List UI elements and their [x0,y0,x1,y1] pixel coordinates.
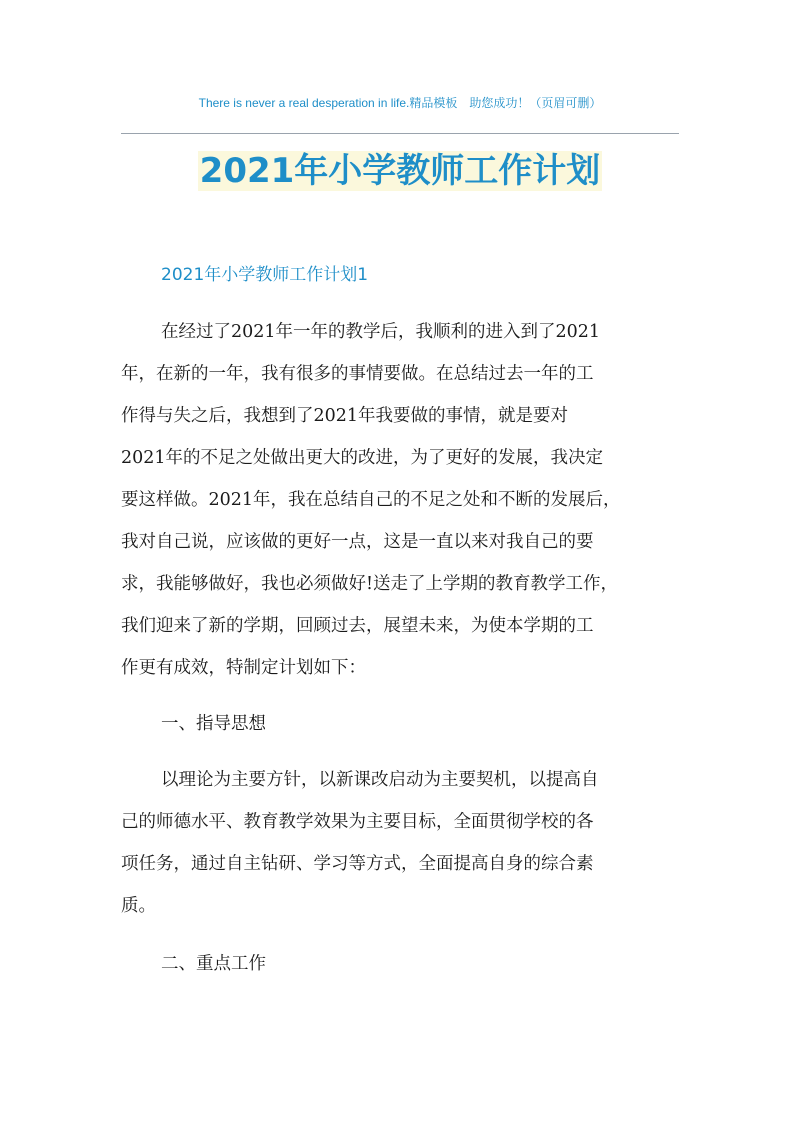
page-header-text: There is never a real desperation in life.精品模板 助您成功！（页眉可删） [198,96,602,110]
paragraph-line: 我对自己说，应该做的更好一点，这是一直以来对我自己的要 [121,532,594,552]
paragraph-line: 作更有成效，特制定计划如下： [121,658,366,678]
paragraph-line: 己的师德水平、教育教学效果为主要目标，全面贯彻学校的各 [121,812,594,832]
paragraph-line: 求，我能够做好，我也必须做好!送走了上学期的教育教学工作， [121,574,619,594]
header-divider [121,133,679,134]
document-title [0,146,800,196]
paragraph-line: 项任务，通过自主钻研、学习等方式，全面提高自身的综合素 [121,854,594,874]
paragraph-line: 要这样做。2021年，我在总结自己的不足之处和不断的发展后， [121,490,621,510]
paragraph-line: 2021年的不足之处做出更大的改进，为了更好的发展，我决定 [121,448,604,468]
heading-key-work: 二、重点工作 [161,954,266,974]
paragraph-line: 在经过了2021年一年的教学后，我顺利的进入到了2021 [161,322,601,342]
paragraph-line: 质。 [121,896,156,916]
paragraph-line: 以理论为主要方针，以新课改启动为主要契机，以提高自 [161,770,599,790]
heading-guiding-ideology: 一、指导思想 [161,714,266,734]
paragraph-line: 年，在新的一年，我有很多的事情要做。在总结过去一年的工 [121,364,594,384]
section-title: 2021年小学教师工作计划1 [161,265,369,285]
document-title-text: 2021年小学教师工作计划 [199,151,601,191]
paragraph-line: 我们迎来了新的学期，回顾过去，展望未来，为使本学期的工 [121,616,594,636]
paragraph-line: 作得与失之后，我想到了2021年我要做的事情，就是要对 [121,406,569,426]
